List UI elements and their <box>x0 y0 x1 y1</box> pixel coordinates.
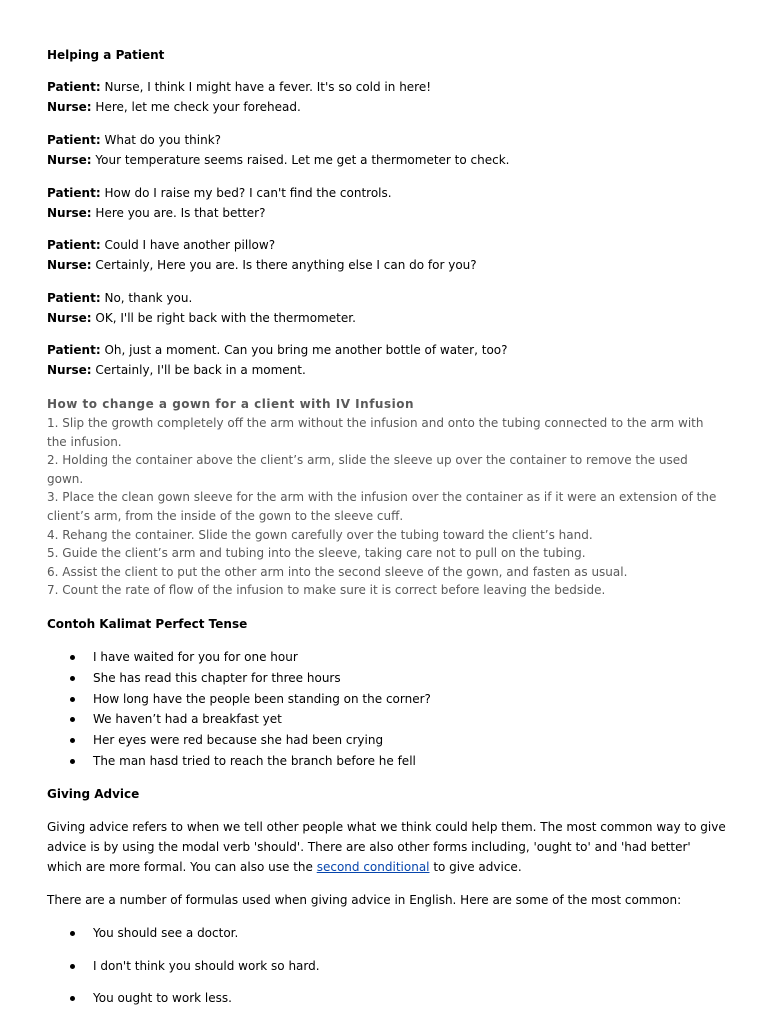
list-item: I don't think you should work so hard. <box>47 956 320 976</box>
nurse-line: Nurse: Certainly, Here you are. Is there anything else I can do for you? <box>47 258 477 272</box>
list-item: The man hasd tried to reach the branch before he fell <box>47 751 431 772</box>
dialog-4 <box>47 235 737 275</box>
section-title-perfect-tense: Contoh Kalimat Perfect Tense <box>47 617 248 631</box>
perfect-tense-list <box>47 647 431 772</box>
dialog-5 <box>47 288 737 328</box>
nurse-line: Nurse: Your temperature seems raised. Let me get a thermometer to check. <box>47 153 510 167</box>
advice-paragraph: Giving advice refers to when we tell other people what we think could help them. The most common way to give advice is by using the modal verb 'should'. There are also other forms including, 'ought to' and 'had better' which are more formal. You can also use the second conditional to give advice. <box>47 820 726 874</box>
patient-line: Patient: Nurse, I think I might have a fever. It's so cold in here! <box>47 80 432 94</box>
patient-line: Patient: No, thank you. <box>47 291 193 305</box>
dialog-6 <box>47 340 737 380</box>
step-1: 1. Slip the growth completely off the arm without the infusion and onto the tubing connected to the arm with the infusion. <box>47 416 704 449</box>
step-5: 5. Guide the client’s arm and tubing into the sleeve, taking care not to pull on the tubing. <box>47 546 586 561</box>
list-item: You should see a doctor. <box>47 923 320 943</box>
advice-formulas-intro: There are a number of formulas used when giving advice in English. Here are some of the most common: <box>47 893 682 907</box>
advice-examples-list <box>47 923 320 1008</box>
dialog-1 <box>47 77 737 117</box>
step-2: 2. Holding the container above the client’s arm, slide the sleeve up over the container to remove the used gown. <box>47 453 688 486</box>
patient-line: Patient: What do you think? <box>47 133 222 147</box>
patient-line: Patient: Oh, just a moment. Can you bring me another bottle of water, too? <box>47 343 508 357</box>
list-item: We haven’t had a breakfast yet <box>47 709 431 730</box>
nurse-line: Nurse: Here you are. Is that better? <box>47 206 266 220</box>
gown-instructions <box>47 394 723 600</box>
list-item: I have waited for you for one hour <box>47 647 431 668</box>
patient-line: Patient: Could I have another pillow? <box>47 238 276 252</box>
section-title-helping-patient: Helping a Patient <box>47 48 165 62</box>
list-item: You ought to work less. <box>47 988 320 1008</box>
nurse-line: Nurse: Here, let me check your forehead. <box>47 100 301 114</box>
list-item: How long have the people been standing on the corner? <box>47 689 431 710</box>
section-title-gown: How to change a gown for a client with IV Infusion <box>47 397 414 411</box>
dialog-2 <box>47 130 737 170</box>
step-7: 7. Count the rate of flow of the infusion to make sure it is correct before leaving the bedside. <box>47 583 606 598</box>
list-item: She has read this chapter for three hours <box>47 668 431 689</box>
nurse-line: Nurse: OK, I'll be right back with the thermometer. <box>47 311 356 325</box>
step-4: 4. Rehang the container. Slide the gown carefully over the tubing toward the client’s hand. <box>47 527 593 542</box>
dialog-3 <box>47 183 737 223</box>
patient-line: Patient: How do I raise my bed? I can't find the controls. <box>47 186 392 200</box>
list-item: Her eyes were red because she had been crying <box>47 730 431 751</box>
step-6: 6. Assist the client to put the other arm into the second sleeve of the gown, and fasten as usual. <box>47 564 628 579</box>
step-3: 3. Place the clean gown sleeve for the arm with the infusion over the container as if it were an extension of the client’s arm, from the inside of the gown to the sleeve cuff. <box>47 490 717 523</box>
second-conditional-link[interactable]: second conditional <box>316 860 430 874</box>
section-title-giving-advice: Giving Advice <box>47 787 140 801</box>
nurse-line: Nurse: Certainly, I'll be back in a moment. <box>47 363 306 377</box>
